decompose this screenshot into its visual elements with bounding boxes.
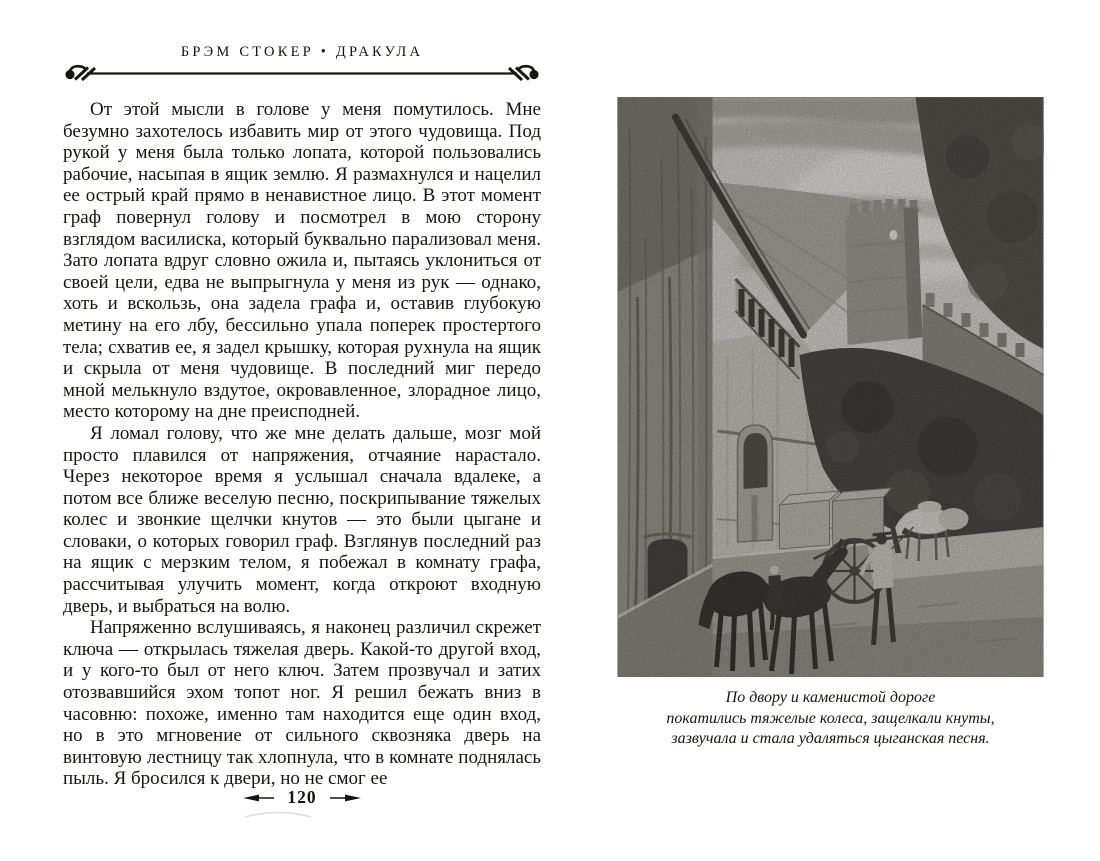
page-curl-hint: [243, 806, 313, 818]
castle-courtyard-illustration: [617, 97, 1044, 677]
flourish-rule-icon: [63, 63, 541, 83]
paragraph-1: От этой мысли в голове у меня помутилось. Мне безумно захотелось избавить мир от этого чудовища. Под рукой у меня была только лопата, которой пользовались рабочие, насыпая в ящик землю. Я размахнулся и нацелил ее острый край прямо в ненавистное лицо. В этот момент граф повернул голову и посмотрел в мою сторону взглядом василиска, который буквально парализовал меня. Зато лопата вдруг словно ожила и, пытаясь уклониться от своей цели, едва не выпрыгнула у меня из рук — однако, хоть и вскользь, она задела графа и, оставив глубокую метину на его лбу, бессильно упала поперек простертого тела; схватив ее, я задел крышку, которая рухнула на ящик и скрыла от меня чудовище. В последний миг передо мной мелькнуло вздутое, окровавленное, злорадное лицо, место которому на дне преисподней.: [63, 99, 541, 423]
paragraph-3: Напряженно вслушиваясь, я наконец различил скрежет ключа — открылась тяжелая дверь. Какой-то другой вход, и у кого-то был от него ключ. Затем прозвучал и затих отозвавшийся эхом топот ног. Я решил бежать вниз в часовню: похоже, именно там находится еще один вход, но в это мгновение от сильного сквозняка дверь на винтовую лестницу так хлопнула, что в комнате поднялась пыль. Я бросился к двери, но не смог ее: [63, 617, 541, 790]
caption-line-1: По двору и каменистой дороге: [725, 689, 936, 706]
caption-line-3: зазвучала и стала удаляться цыганская песня.: [671, 730, 990, 747]
page-number: 120: [287, 787, 317, 807]
engraving-image: [617, 97, 1044, 677]
header-flourish-rule: [63, 63, 541, 83]
running-header: БРЭМ СТОКЕР • ДРАКУЛА: [180, 44, 424, 60]
paragraph-2: Я ломал голову, что же мне делать дальше, мозг мой просто плавился от напряжения, отчаяние нарастало. Через некоторое время я услышал сначала вдалеке, а потом все ближе веселую песню, поскрипывание тяжелых колес и звонкие щелчки кнутов — это были цыгане и словаки, о которых говорил граф. Взглянув последний раз на ящик с мерзким телом, я побежал в комнату графа, рассчитывая улучить момент, когда откроют входную дверь, и выбраться на волю.: [63, 422, 541, 617]
body-text: [63, 99, 541, 790]
page-footer: [63, 787, 541, 808]
caption-line-2: покатились тяжелые колеса, защелкали кнуты,: [666, 709, 995, 727]
illustration-caption: [617, 688, 1044, 750]
left-page: [63, 40, 541, 790]
right-page: [617, 97, 1044, 750]
footer-arrow-left-icon: [242, 793, 274, 803]
footer-arrow-right-icon: [330, 793, 362, 803]
